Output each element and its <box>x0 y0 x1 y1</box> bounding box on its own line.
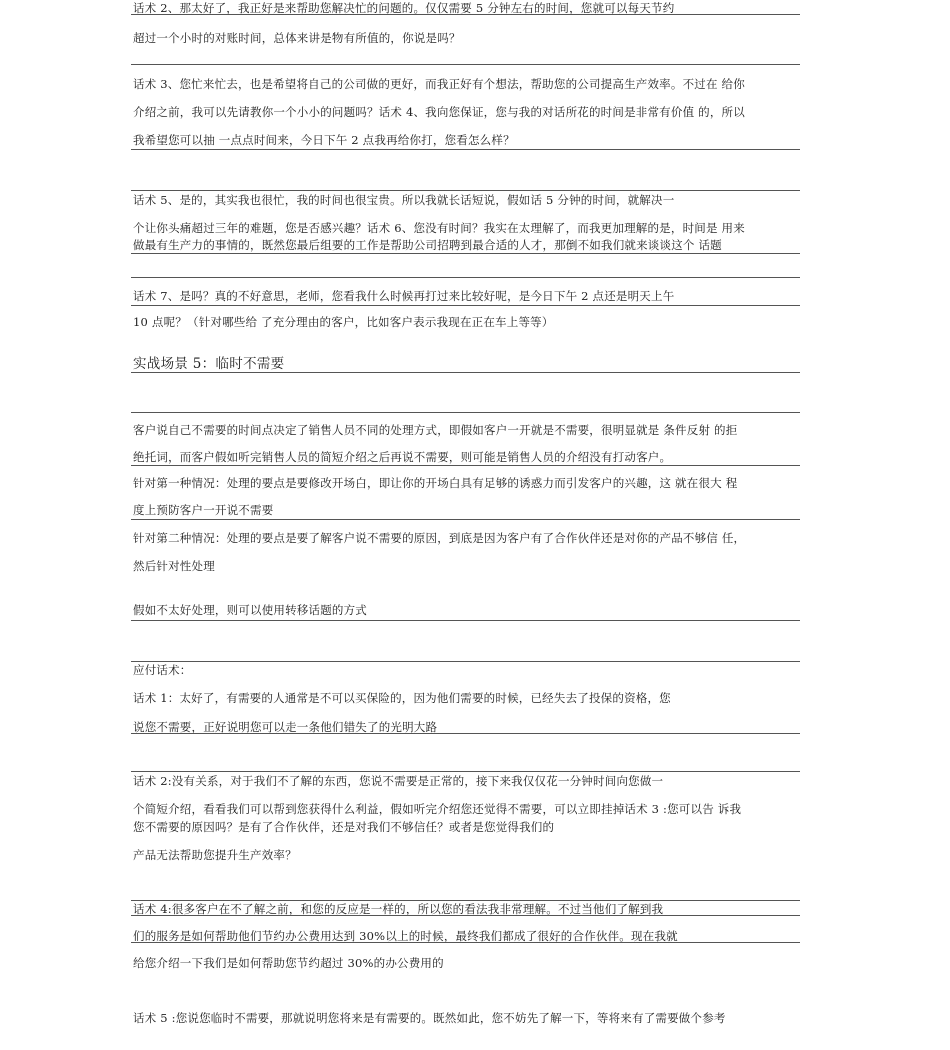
underline-rule <box>131 149 800 150</box>
underline-rule <box>131 14 800 15</box>
text-line: 话术 7、是吗？真的不好意思，老师，您看我什么时候再打过来比较好呢，是今日下午 2 点还是明天上午 <box>133 289 675 303</box>
section-heading: 实战场景 5：临时不需要 <box>133 356 285 372</box>
underline-rule <box>131 64 800 65</box>
text-line: 10 点呢？（针对哪些给 了充分理由的客户，比如客户表示我现在正在车上等等） <box>133 315 554 329</box>
underline-rule <box>131 253 800 254</box>
underline-rule <box>131 372 800 373</box>
underline-rule <box>131 942 800 943</box>
text-line: 介绍之前，我可以先请教你一个小小的问题吗？话术 4、我向您保证，您与我的对话所花的时间是非常有价值 的，所以 <box>133 105 745 119</box>
underline-rule <box>131 277 800 278</box>
underline-rule <box>131 915 800 916</box>
text-line: 超过一个小时的对账时间，总体来讲是物有所值的，你说是吗？ <box>133 31 461 45</box>
underline-rule <box>131 519 800 520</box>
text-line: 话术 3、您忙来忙去，也是希望将自己的公司做的更好，而我正好有个想法，帮助您的公司提高生产效率。不过在 给你 <box>133 77 745 91</box>
text-line: 个简短介绍，看看我们可以帮到您获得什么利益，假如听完介绍您还觉得不需要，可以立即挂掉话术 3 :您可以告 诉我 <box>133 802 742 816</box>
text-line: 客户说自己不需要的时间点决定了销售人员不同的处理方式，即假如客户一开就是不需要，很明显就是 条件反射 的拒 <box>133 423 738 437</box>
underline-rule <box>131 733 800 734</box>
underline-rule <box>131 771 800 772</box>
text-line: 话术 4:很多客户在不了解之前，和您的反应是一样的，所以您的看法我非常理解。不过当他们了解到我 <box>133 902 664 916</box>
text-line: 假如不太好处理，则可以使用转移话题的方式 <box>133 603 367 617</box>
text-line: 话术 5、是的，其实我也很忙，我的时间也很宝贵。所以我就长话短说，假如话 5 分钟的时间，就解决一 <box>133 193 675 207</box>
text-line: 给您介绍一下我们是如何帮助您节约超过 30%的办公费用的 <box>133 956 444 970</box>
text-line: 针对第二种情况：处理的要点是要了解客户说不需要的原因，到底是因为客户有了合作伙伴还是对你的产品不够信 任， <box>133 531 746 545</box>
text-line: 绝托词，而客户假如听完销售人员的简短介绍之后再说不需要，则可能是销售人员的介绍没有打动客户。 <box>133 450 672 464</box>
underline-rule <box>131 900 800 901</box>
text-line: 然后针对性处理 <box>133 559 215 573</box>
text-line: 话术 2、那太好了，我正好是来帮助您解决忙的问题的。仅仅需要 5 分钟左右的时间，您就可以每天节约 <box>133 1 675 15</box>
underline-rule <box>131 190 800 191</box>
text-line: 我希望您可以抽 一点点时间来，今日下午 2 点我再给你打，您看怎么样？ <box>133 133 515 147</box>
underline-rule <box>131 412 800 413</box>
text-line: 们的服务是如何帮助他们节约办公费用达到 30%以上的时候，最终我们都成了很好的合作伙伴。现在我就 <box>133 929 678 943</box>
underline-rule <box>131 661 800 662</box>
text-line: 话术 5 :您说您临时不需要，那就说明您将来是有需要的。既然如此，您不妨先了解一下，等将来有了需要做个参考 <box>133 1011 726 1025</box>
text-line: 应付话术： <box>133 663 192 677</box>
text-line: 产品无法帮助您提升生产效率？ <box>133 848 297 862</box>
text-line: 做最有生产力的事情的，既然您最后组要的工作是帮助公司招聘到最合适的人才，那倒不如我们就来谈谈这个 话题 <box>133 238 722 252</box>
text-line: 说您不需要，正好说明您可以走一条他们错失了的光明大路 <box>133 720 438 734</box>
underline-rule <box>131 620 800 621</box>
text-line: 个让你头痛超过三年的难题，您是否感兴趣？话术 6、您没有时间？我实在太理解了，而我更加理解的是，时间是 用来 <box>133 221 745 235</box>
underline-rule <box>131 305 800 306</box>
underline-rule <box>131 465 800 466</box>
text-line: 话术 1：太好了，有需要的人通常是不可以买保险的，因为他们需要的时候，已经失去了投保的资格，您 <box>133 691 671 705</box>
text-line: 您不需要的原因吗？是有了合作伙伴，还是对我们不够信任？或者是您觉得我们的 <box>133 820 555 834</box>
text-line: 度上预防客户一开说不需要 <box>133 503 274 517</box>
text-line: 话术 2:没有关系，对于我们不了解的东西，您说不需要是正常的，接下来我仅仅花一分钟时间向您做一 <box>133 774 664 788</box>
text-line: 针对第一种情况：处理的要点是要修改开场白，即让你的开场白具有足够的诱惑力而引发客户的兴趣，这 就在很大 程 <box>133 476 738 490</box>
